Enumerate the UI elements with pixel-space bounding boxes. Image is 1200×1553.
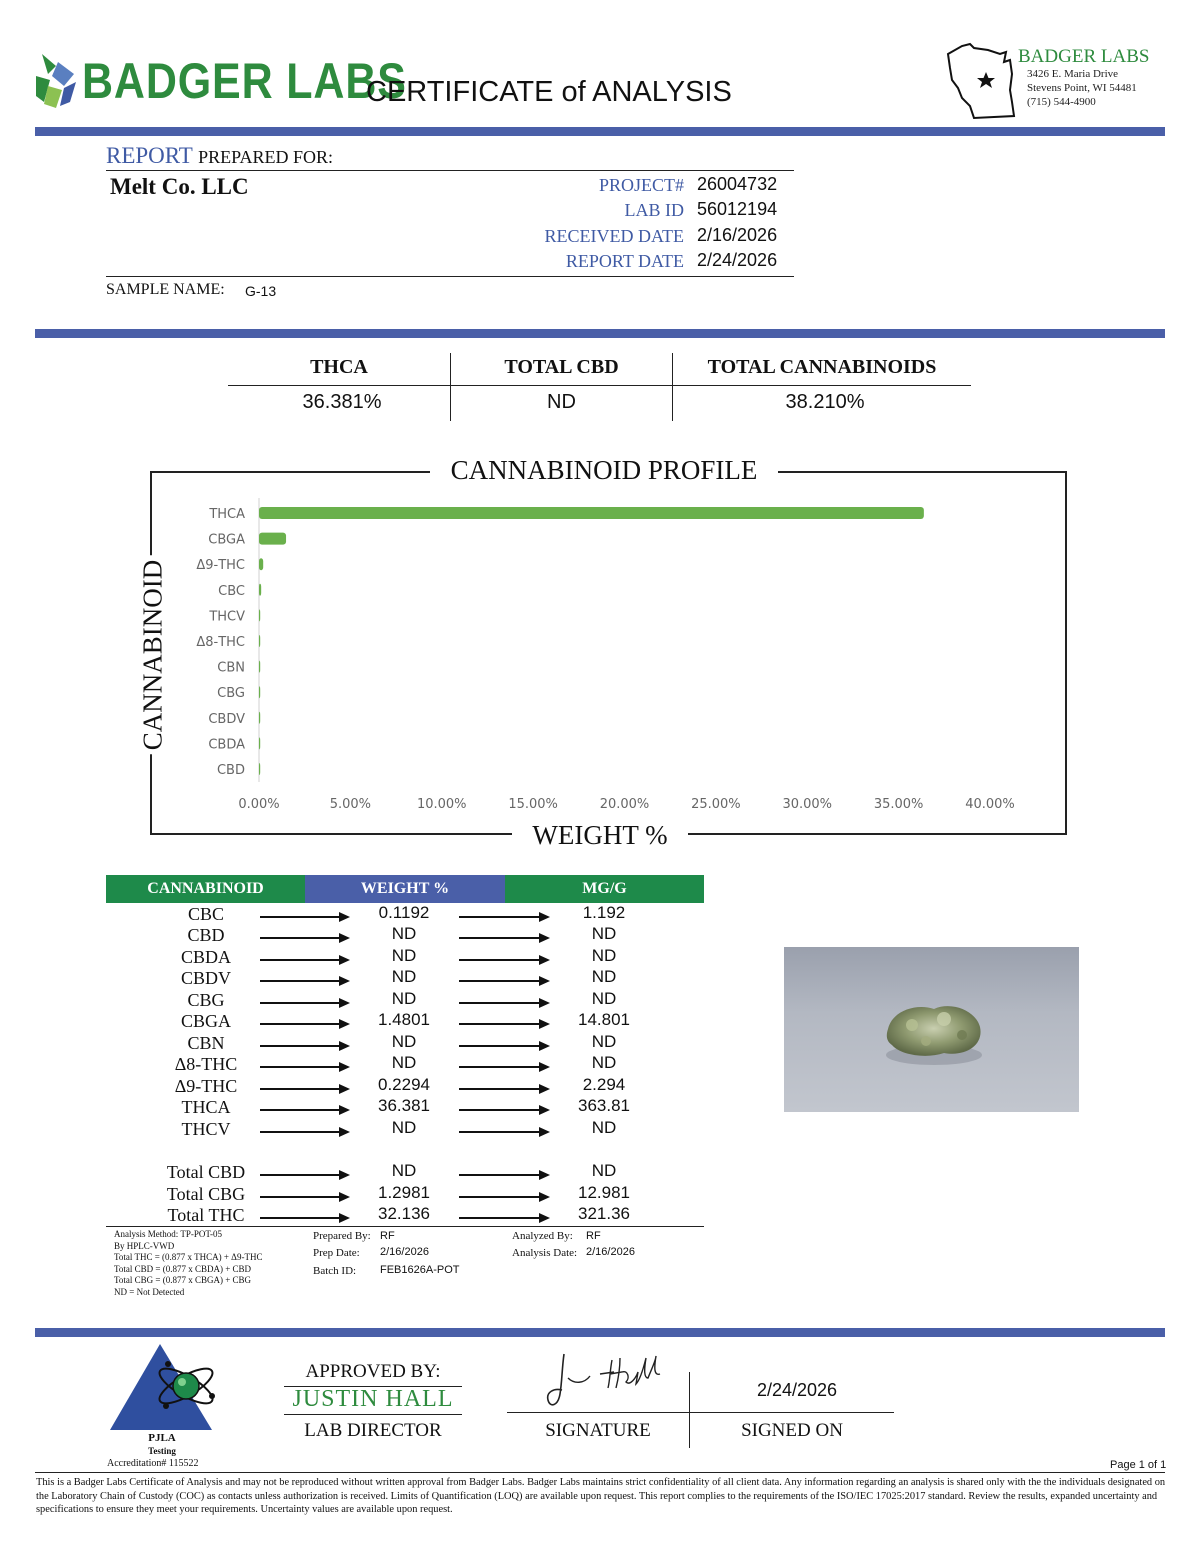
table-row-mgg: ND — [591, 967, 617, 987]
signed-on-label: SIGNED ON — [741, 1420, 843, 1441]
table-row-mgg: 1.192 — [582, 903, 626, 922]
analyzed-by-value: RF — [586, 1230, 601, 1242]
client-name: Melt Co. LLC — [110, 174, 249, 199]
chart-category-label: CBDA — [208, 737, 245, 753]
table-row-name: CBD — [187, 925, 225, 946]
table-row-mgg: ND — [591, 988, 617, 1008]
table-header-mgg: MG/G — [505, 875, 704, 903]
total-row-name: Total THC — [167, 1205, 245, 1225]
chart-bar — [259, 763, 260, 775]
chart-category-label: THCA — [209, 507, 245, 522]
report-label-small: PREPARED FOR: — [198, 147, 334, 167]
table-row-mgg: ND — [591, 945, 617, 965]
chart-x-tick-label: 20.00% — [599, 797, 650, 812]
chart-bar — [259, 712, 260, 724]
table-row-name: CBG — [187, 989, 225, 1010]
prepared-by-label: Prepared By: — [313, 1230, 371, 1242]
chart-x-tick-label: 5.00% — [329, 797, 372, 812]
total-row-weight: 32.136 — [378, 1204, 430, 1223]
total-row-mgg: 321.36 — [578, 1204, 630, 1223]
table-row-mgg: ND — [591, 1031, 617, 1051]
signature-image — [540, 1348, 664, 1412]
total-row-weight: ND — [391, 1161, 417, 1180]
page-number: Page 1 of 1 — [1110, 1459, 1167, 1471]
chart-bar — [259, 507, 924, 519]
signature-divider — [689, 1372, 690, 1448]
lab-id-value: 56012194 — [697, 199, 778, 219]
analysis-date-label: Analysis Date: — [512, 1247, 578, 1259]
batch-id-value: FEB1626A-POT — [380, 1264, 460, 1276]
table-row-mgg: ND — [591, 924, 617, 944]
prep-date-value: 2/16/2026 — [380, 1246, 429, 1258]
report-label-big: REPORT — [106, 143, 193, 168]
sample-photo — [784, 947, 1079, 1112]
footer-divider — [35, 1328, 1165, 1337]
total-row-name: Total CBD — [166, 1162, 246, 1182]
chart-x-tick-label: 15.00% — [508, 797, 558, 812]
table-row-weight: ND — [391, 1053, 417, 1073]
table-row-weight: 1.4801 — [378, 1010, 430, 1030]
chart-bar — [259, 533, 286, 545]
chart-x-axis-label: WEIGHT % — [512, 820, 688, 851]
prepared-by-value: RF — [380, 1230, 395, 1242]
table-row-name: CBN — [187, 1032, 225, 1053]
report-prepared-for-label — [106, 143, 333, 169]
chart-category-label: CBN — [217, 660, 245, 676]
note-hplc: By HPLC-VWD — [114, 1240, 175, 1251]
section-divider — [35, 329, 1165, 338]
accreditation-number: Accreditation# 115522 — [107, 1458, 199, 1469]
note-total-cbg: Total CBG = (0.877 x CBGA) + CBG — [114, 1275, 252, 1285]
table-row-weight: 0.1192 — [378, 903, 430, 922]
note-total-thc: Total THC = (0.877 x THCA) + Δ9-THC — [114, 1252, 263, 1262]
batch-id-label: Batch ID: — [313, 1265, 357, 1277]
table-row-name: CBDV — [180, 968, 231, 989]
table-row-weight: 0.2294 — [378, 1074, 430, 1094]
project-label: PROJECT# — [598, 175, 684, 195]
note-total-cbd: Total CBD = (0.877 x CBDA) + CBD — [114, 1263, 252, 1274]
table-bottom-rule — [106, 1226, 704, 1227]
chart-category-label: CBDV — [208, 711, 245, 727]
table-row-name: THCA — [181, 1097, 231, 1118]
approver-rule — [284, 1414, 462, 1415]
chart-category-label: Δ9-THC — [196, 558, 245, 574]
chart-y-axis-label-text: CANNABINOID — [138, 556, 169, 755]
table-row-weight: ND — [391, 1031, 417, 1051]
table-row-weight: ND — [391, 988, 417, 1008]
report-bottom-rule — [106, 276, 794, 277]
chart-title: CANNABINOID PROFILE — [430, 455, 778, 486]
summary-total-cbd-label: TOTAL CBD — [504, 356, 619, 378]
summary-total-cannabinoids-label: TOTAL CANNABINOIDS — [707, 356, 937, 378]
note-nd: ND = Not Detected — [114, 1286, 185, 1297]
approved-by-label: APPROVED BY: — [305, 1361, 441, 1382]
pjla-label: PJLA — [148, 1432, 176, 1444]
sample-name-label: SAMPLE NAME: — [106, 281, 225, 298]
lab-director-label: LAB DIRECTOR — [304, 1420, 442, 1441]
report-top-rule — [106, 170, 794, 171]
signature-label: SIGNATURE — [545, 1420, 651, 1441]
total-row-mgg: ND — [591, 1161, 617, 1180]
chart-bar — [259, 609, 260, 621]
chart-category-label: THCV — [209, 609, 245, 625]
document-title: CERTIFICATE of ANALYSIS — [366, 76, 732, 108]
table-row-weight: ND — [391, 967, 417, 987]
table-row-weight: 36.381 — [378, 1096, 430, 1116]
badger-logo-icon — [34, 52, 78, 110]
pjla-sub-label: Testing — [148, 1446, 176, 1456]
summary-thca-label: THCA — [310, 356, 368, 378]
table-row-mgg: 2.294 — [582, 1074, 626, 1094]
signature-rule — [507, 1412, 894, 1413]
table-row-mgg: ND — [591, 1117, 617, 1137]
approver-name: JUSTIN HALL — [292, 1386, 454, 1412]
lab-phone: (715) 544-4900 — [1027, 96, 1096, 108]
cannabinoid-profile-chart — [160, 490, 1040, 820]
chart-x-tick-label: 10.00% — [416, 797, 467, 812]
wisconsin-map-icon — [944, 40, 1020, 122]
chart-bar — [259, 686, 260, 698]
chart-category-label: CBGA — [208, 532, 245, 548]
pjla-accreditation-logo-icon — [108, 1342, 220, 1434]
chart-x-tick-label: 30.00% — [782, 797, 833, 812]
table-header-weight: WEIGHT % — [305, 875, 505, 903]
total-row-weight: 1.2981 — [378, 1182, 430, 1202]
table-row-name: CBGA — [180, 1011, 231, 1032]
table-row-weight: ND — [391, 924, 417, 944]
lab-address-line2: Stevens Point, WI 54481 — [1027, 82, 1137, 94]
prep-date-label: Prep Date: — [313, 1247, 360, 1259]
table-row-mgg: 14.801 — [578, 1010, 630, 1030]
chart-bar — [259, 558, 263, 570]
table-header-cannabinoid: CANNABINOID — [106, 875, 305, 903]
table-row-mgg: ND — [591, 1053, 617, 1073]
report-date-label: REPORT DATE — [565, 251, 684, 271]
summary-rule — [228, 385, 971, 386]
analyzed-by-label: Analyzed By: — [512, 1230, 573, 1242]
chart-x-tick-label: 0.00% — [238, 797, 280, 812]
table-row-name: THCV — [181, 1118, 231, 1139]
table-row-name: CBC — [187, 904, 225, 924]
chart-x-tick-label: 40.00% — [965, 797, 1015, 812]
summary-total-cbd-value: ND — [547, 391, 576, 413]
received-date-value: 2/16/2026 — [697, 225, 778, 245]
signed-date: 2/24/2026 — [756, 1380, 838, 1400]
summary-total-cannabinoids-value: 38.210% — [785, 391, 865, 413]
sample-name-value: G-13 — [245, 283, 277, 299]
chart-x-tick-label: 35.00% — [873, 797, 924, 812]
analysis-date-value: 2/16/2026 — [586, 1246, 635, 1258]
chart-x-tick-label: 25.00% — [691, 797, 741, 812]
table-row-name: CBDA — [180, 946, 231, 967]
table-row-mgg: 363.81 — [578, 1096, 630, 1116]
table-row-name: Δ8-THC — [174, 1054, 238, 1075]
chart-bar — [259, 635, 260, 647]
received-date-label: RECEIVED DATE — [544, 226, 684, 246]
note-method: Analysis Method: TP-POT-05 — [114, 1229, 223, 1239]
disclaimer-text: This is a Badger Labs Certificate of Analysis and may not be reproduced without written approval from Badger Labs. Badger Labs maintains strict confidentiality of all client data. Any information regarding an analysis is shared only with the the individuals designated on the Laboratory Chain of Custody (COC) as contacts unless authorization is received. Limits of Quantification (LOQ) are available upon request. This report complies to the requirements of the ISO/IEC 17025:2017 standard. Review the results, expanded uncertainty and specifications to ensure they meet your requirements. Uncertainty values are available upon request. — [36, 1477, 1166, 1515]
chart-category-label: CBG — [217, 686, 245, 702]
disclaimer-rule — [35, 1472, 1165, 1473]
total-row-name: Total CBG — [166, 1183, 246, 1204]
lab-id-label: LAB ID — [624, 200, 684, 220]
chart-category-label: Δ8-THC — [196, 635, 245, 650]
summary-thca-value: 36.381% — [302, 391, 382, 413]
table-row-name: Δ9-THC — [174, 1075, 238, 1096]
brand-logo-text: BADGER LABS — [82, 53, 407, 109]
chart-bar — [259, 661, 260, 673]
chart-category-label: CBC — [218, 583, 245, 599]
table-row-weight: ND — [391, 1117, 417, 1137]
project-value: 26004732 — [697, 174, 778, 194]
lab-name: BADGER LABS — [1018, 46, 1150, 67]
chart-bar — [259, 737, 260, 749]
chart-category-label: CBD — [216, 763, 245, 778]
lab-address-line1: 3426 E. Maria Drive — [1027, 68, 1119, 80]
table-row-weight: ND — [391, 945, 417, 965]
report-date-value: 2/24/2026 — [697, 250, 778, 270]
total-row-mgg: 12.981 — [578, 1182, 630, 1202]
header-divider — [35, 127, 1165, 136]
chart-bar — [259, 584, 261, 596]
